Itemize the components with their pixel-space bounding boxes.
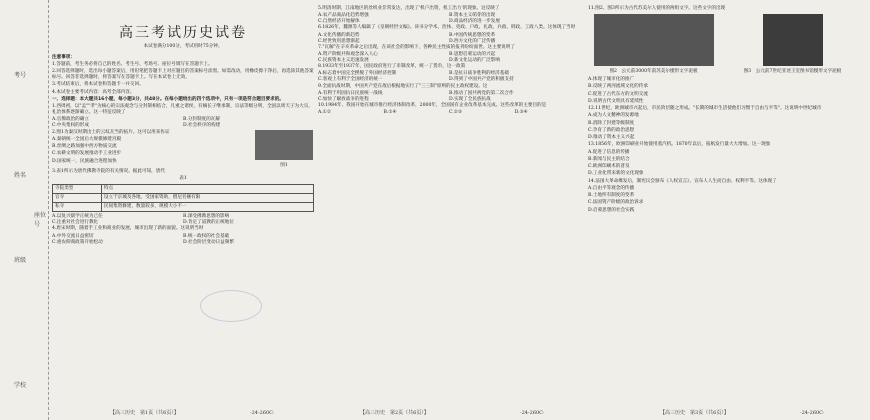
figure-caption: 图1 [280, 162, 288, 168]
option: C.促进了古代东方的文明交流 [588, 91, 648, 97]
option: B.深受佛教思想的影响 [183, 214, 230, 220]
option: C.孕育了新的政治思想 [588, 127, 635, 133]
option: D.肯定了道教的正统地位 [183, 220, 234, 226]
note: 2.回答选择题时，选出每小题答案后，用铅笔把答题卡上对应题目的答案标号涂黑。如需改动，用橡皮擦干净后，再选涂其他答案标号。回答非选择题时，将答案写在答题卡上。写在本试卷上无效。 [52, 69, 314, 81]
note: 4.本试卷主要考试内容：高考全部内容。 [52, 89, 135, 95]
option: D.社会秩序的构建 [183, 123, 221, 129]
column-2 [318, 6, 580, 116]
figure-2-image [594, 14, 714, 66]
option: D.③④ [514, 110, 528, 116]
side-label: 座位号 [34, 212, 47, 228]
option: C.法国资产阶级的政治诉求 [588, 200, 644, 206]
option: C.民族资本主义迅速发展 [318, 58, 369, 64]
option: B.中国传统思想的变革 [449, 32, 496, 38]
option: C.注重对社会进行教化 [52, 220, 99, 226]
option: C.欧洲印刷术的普及 [588, 164, 630, 170]
option: A.中外交流日益密切 [52, 233, 94, 239]
option: C.加快了解放战争的进程 [318, 96, 369, 102]
option: A.①② [318, 110, 332, 116]
side-label: 学校 [14, 382, 27, 389]
option: C.农耕文明的发展推动手工业进步 [52, 151, 122, 157]
option: B.新闻与民主的结合 [588, 156, 630, 162]
column-1 [52, 6, 314, 246]
question-7: 7."瓦解"在辛亥革命之后出现，在该社会的影响下，各种民主性质的报刊纷纷面世。这主要说明了 [318, 44, 515, 50]
option: B.①④ [383, 110, 397, 116]
option: A.有利于巩固抗日民族统一战线 [318, 90, 383, 96]
page-title: 高三考试历史试卷 [119, 25, 247, 41]
option: B.消除了封建等级制度 [588, 120, 635, 126]
question-8: 8.1933年至1937年，国民政府进行了币制改革，统一了货币，这一政策 [318, 64, 466, 70]
option: A.以复兴儒学正统为己任 [52, 214, 103, 220]
option: D.商品经济的进一步发展 [449, 19, 500, 25]
figure-1-image [255, 130, 313, 160]
option: C.经世致用思想渐起 [318, 38, 360, 44]
option: D.得到了中国共产党的积极支持 [449, 77, 514, 83]
option: D.社会阶层变动日益频繁 [183, 239, 234, 245]
option: B.推动了国共两党的第二次合作 [449, 90, 514, 96]
option: B.统一政权的社会基础 [183, 233, 230, 239]
figure-caption: 图2 公元前3000年前苏美尔楔形文字泥板 [609, 69, 698, 75]
side-label: 班级 [14, 257, 27, 264]
option: D.国家统一，民族融合进程加快 [52, 158, 117, 164]
page-code: ·24-260C· [250, 410, 275, 416]
option: D.推动了资本主义兴起 [588, 135, 635, 141]
option: A.秦朝统一全国后大规模修建宫殿 [52, 136, 122, 142]
option: C.自然经济开始解体 [318, 19, 360, 25]
option: B.丝绸之路加强中西方物质交流 [52, 144, 117, 150]
option: D.启蒙思想的社会实践 [588, 207, 635, 213]
option: C.中央集权的形成 [52, 123, 89, 129]
question-4: 4.唐宋时期，随着手工业和商业的发展，城市出现了新的面貌。这说明当时 [52, 226, 204, 232]
option: A.自由平等观念的传播 [588, 185, 635, 191]
question-1: 1.西周初，以"孟""孝"为核心的宗法观念与分封制相结合，凡重之诸侯，有嫡长子继承制，宗法等级分明，全国以周天子为大宗，礼治体系逐渐确立。这一特征反映了 [52, 104, 313, 116]
option: C.重农抑商政策开始松动 [52, 239, 103, 245]
column-3 [588, 6, 858, 215]
side-label: 姓名 [14, 172, 27, 179]
figure-caption: 图3 公元前7世纪亚述王室图书馆楔形文字泥板 [743, 69, 842, 75]
question-2: 2.图1为秦汉时期出土的云纹瓦当的拓片。这可以用来佐证 [52, 129, 170, 135]
section-heading: 一、选择题：本大题共16小题，每小题3分，共48分。在每小题给出的四个选项中，只有一项是符合题目要求的。 [52, 96, 284, 102]
option: A.成为人文精神的发源地 [588, 113, 639, 119]
option: B.分封制度的瓦解 [183, 117, 220, 123]
page-footer: 【高三历史 第3页（共6页）】 [660, 410, 729, 416]
option: B.资本主义萌芽的出现 [449, 13, 496, 19]
options [52, 117, 314, 129]
question-11: 11.图2、图3所示为古代苏美尔人使用的两组文字。这些文字的出现 [588, 6, 726, 11]
page-code: ·24-260C· [800, 410, 825, 416]
figure-3-image [763, 14, 823, 66]
question-14: 14.法国大革命爆发后，制宪议会颁布《人权宣言》，宣布人人生而自由、权利平等。这体现了 [588, 178, 777, 184]
option: A.标志着中国完全摆脱了外国经济控制 [318, 71, 397, 77]
question-13: 13.1856年，欧洲印刷业开始使用蒸汽机。1870年以后，报纸发行量大大增加。这一现象 [588, 142, 771, 148]
note: 3.考试结束后，将本试卷和答题卡一并交回。 [52, 82, 144, 88]
side-band [0, 0, 49, 420]
note: 1.答题前，考生务必将自己的姓名、考生号、考场号、座位号填写在答题卡上。 [52, 61, 213, 67]
option: C.客观上有利于全国经济的统一 [318, 77, 383, 83]
question-6: 6.1826年，魏源等人编辑了《皇朝经世文编》。该书分学术、治体、吏政、户政、礼政、兵政、刑政、工政八类。这体现了当时 [318, 25, 576, 31]
watermark-stamp [200, 290, 262, 322]
question-9: 9.全面抗战时期，中国共产党在敌后根据地实行了"三三制"原则的民主政权建设。这 [318, 83, 488, 89]
question-3: 3.表1所示为唐代佛教寺院的有关情况。据此可知，唐代 [52, 168, 165, 174]
option: A.文化传播的新趋势 [318, 32, 360, 38]
table-1: 寺院类型 特点 官寺 设立于京城及各地，受国家资助，僧尼名额有限 私寺 民间集资修建，数量较多，规模大小不一 [52, 184, 314, 212]
option: D.实现了全民族抗战 [449, 96, 491, 102]
option: B.思想启蒙运动的兴起 [449, 52, 496, 57]
option: D.工业化带来新的文化现象 [588, 171, 644, 177]
option: A.体现了城市化的推广 [588, 77, 635, 83]
option: B.是抗日战争胜利的经济基础 [449, 71, 509, 77]
option: A.资产阶级共和观念深入人心 [318, 52, 378, 57]
option: B.土地所有制度的变革 [588, 193, 635, 199]
option: D.说明古代文明具有延续性 [588, 98, 644, 104]
question-12: 12.11世纪，欧洲城市兴起后，市民阶层随之形成。"长期的城市生活使他们习惯于自由与平等"。这说明中世纪城市 [588, 106, 822, 112]
subtitle: 本试卷满分100分，考试用时75分钟。 [143, 44, 223, 50]
option: D.新文化运动的广泛影响 [449, 58, 500, 64]
option: C.②③ [449, 110, 463, 116]
page-footer: 【高三历史 第1页（共6页）】 [110, 410, 179, 416]
question-5: 5.明清时期，江南地区的丝织业非常发达，出现了'机户出资，机工出力'的现象。这反映了 [318, 6, 500, 11]
table-caption: 表1 [179, 175, 187, 181]
option: B.反映了两河流域文化的传承 [588, 84, 648, 90]
option: A.促进了信息的传播 [588, 149, 630, 155]
option: D.西方文化的广泛传播 [449, 38, 496, 44]
side-label: 考号 [14, 72, 27, 79]
notes-heading: 注意事项： [52, 54, 75, 60]
page-code: ·24-260C· [520, 410, 545, 416]
option: A.农产品商品化趋势增强 [318, 13, 369, 19]
page-footer: 【高三历史 第2页（共6页）】 [360, 410, 429, 416]
question-10: 10.1984年，我国开始在城市推行经济体制改革，2000年，全国国有企业改革基本完成。这些改革的主要目的是 [318, 102, 547, 108]
option: A.官僚政治的确立 [52, 117, 89, 123]
